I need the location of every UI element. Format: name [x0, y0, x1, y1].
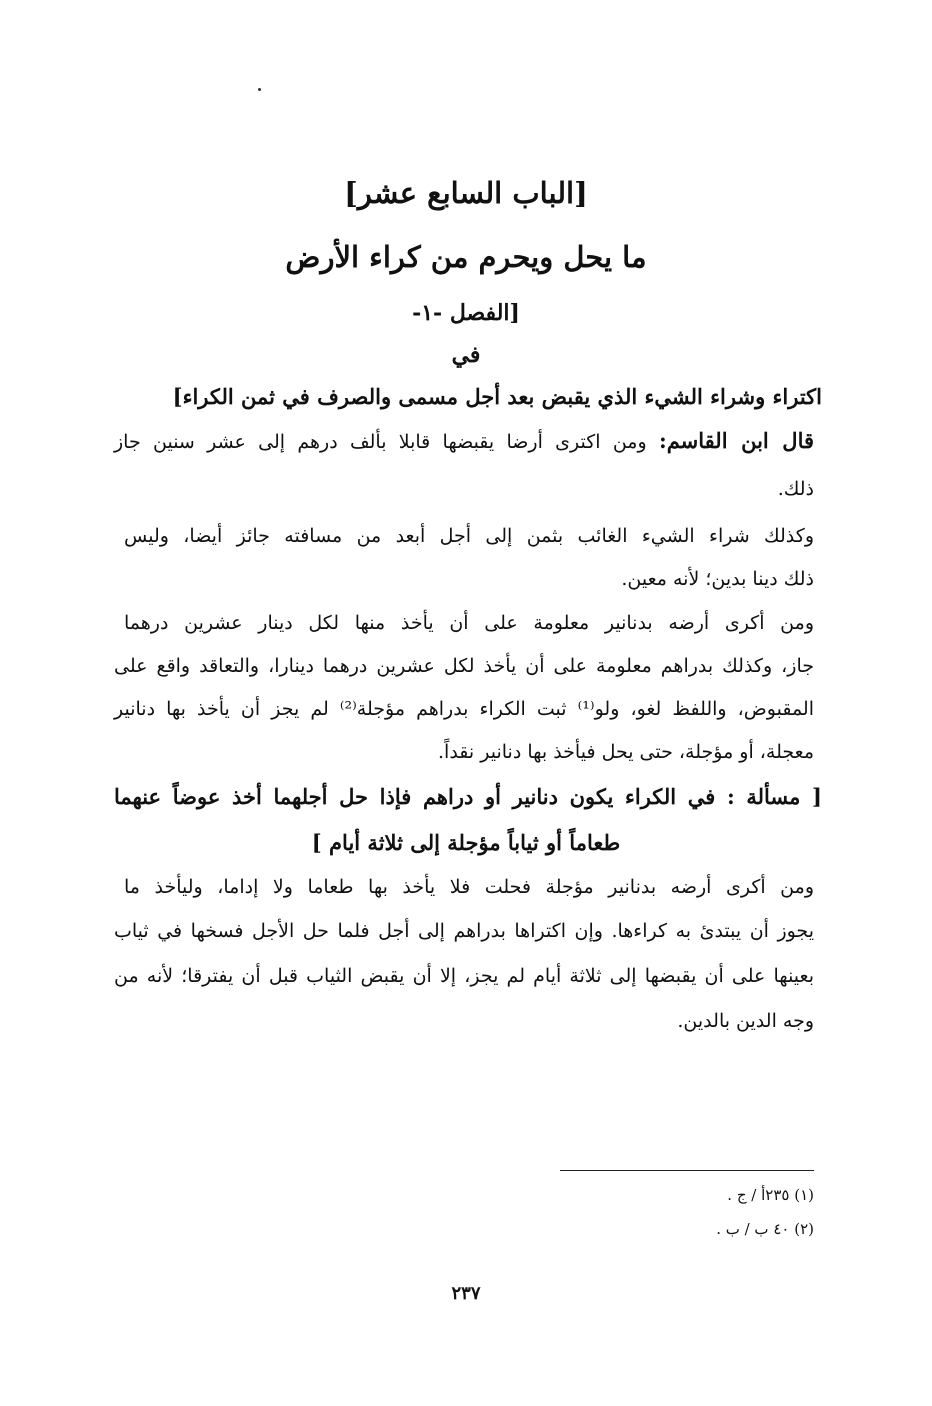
chapter-title: ما يحل ويحرم من كراء الأرض	[285, 240, 647, 274]
page-number: ٢٣٧	[451, 1283, 481, 1304]
para4-line4: وجه الدين بالدين.	[677, 1010, 814, 1032]
para1-line1-text: ومن اكترى أرضا يقبضها قابلا بألف درهم إلى عشر سنين جاز	[114, 431, 659, 453]
chapter-heading: [الباب السابع عشر]	[344, 176, 588, 210]
section-subject: اكتراء وشراء الشيء الذي يقبض بعد أجل مسمى والصرف في ثمن الكراء]	[172, 384, 822, 409]
issue-heading-line1: [ مسألة : في الكراء يكون دنانير أو دراهم فإذا حل أجلهما أخذ عوضاً عنهما	[114, 784, 822, 809]
para2-line1: وكذلك شراء الشيء الغائب بثمن إلى أجل أبعد من مسافته جائز أيضا، وليس	[124, 525, 814, 547]
para3-line4: معجلة، أو مؤجلة، حتى يحل فيأخذ بها دنانير نقداً.	[438, 741, 814, 763]
para2-line2: ذلك دينا بدين؛ لأنه معين.	[621, 568, 814, 590]
issue-heading-line2: طعاماً أو ثياباً مؤجلة إلى ثلاثة أيام ]	[311, 830, 621, 855]
para4-line1: ومن أكرى أرضه بدنانير مؤجلة فحلت فلا يأخذ بها طعاما ولا إداما، وليأخذ ما	[124, 876, 814, 898]
para1-line2: ذلك.	[777, 478, 814, 500]
speck	[258, 88, 261, 91]
para3-line1: ومن أكرى أرضه بدنانير معلومة على أن يأخذ منها لكل دينار عشرين درهما	[124, 612, 814, 634]
para4-line2: يجوز أن يبتدئ به كراءها. وإن اكتراها بدراهم إلى أجل فلما حل الأجل فسخها في ثياب	[114, 920, 814, 942]
para4-line3: بعينها على أن يقبضها إلى ثلاثة أيام لم يجز، إلا أن يقبض الثياب قبل أن يفترقا؛ لأنه من	[114, 965, 814, 987]
section-heading: [الفصل -١-	[412, 300, 520, 326]
footnote-divider	[560, 1170, 814, 1171]
footnote-2: (٢) ٤٠ ب / ب .	[716, 1220, 814, 1238]
para3-line2: جاز، وكذلك بدراهم معلومة على أن يأخذ لكل عشرين درهما دينارا، والتعاقد واقع على	[114, 655, 814, 677]
section-fi: في	[451, 342, 481, 368]
para1-line1	[114, 428, 814, 453]
para3-line3: المقبوض، واللفظ لغو، ولو⁽¹⁾ ثبت الكراء بدراهم مؤجلة⁽²⁾ لم يجز أن يأخذ بها دنانير	[114, 698, 814, 720]
speaker: قال ابن القاسم:	[658, 428, 815, 453]
footnote-1: (١) ٢٣٥أ / ج .	[727, 1186, 814, 1204]
